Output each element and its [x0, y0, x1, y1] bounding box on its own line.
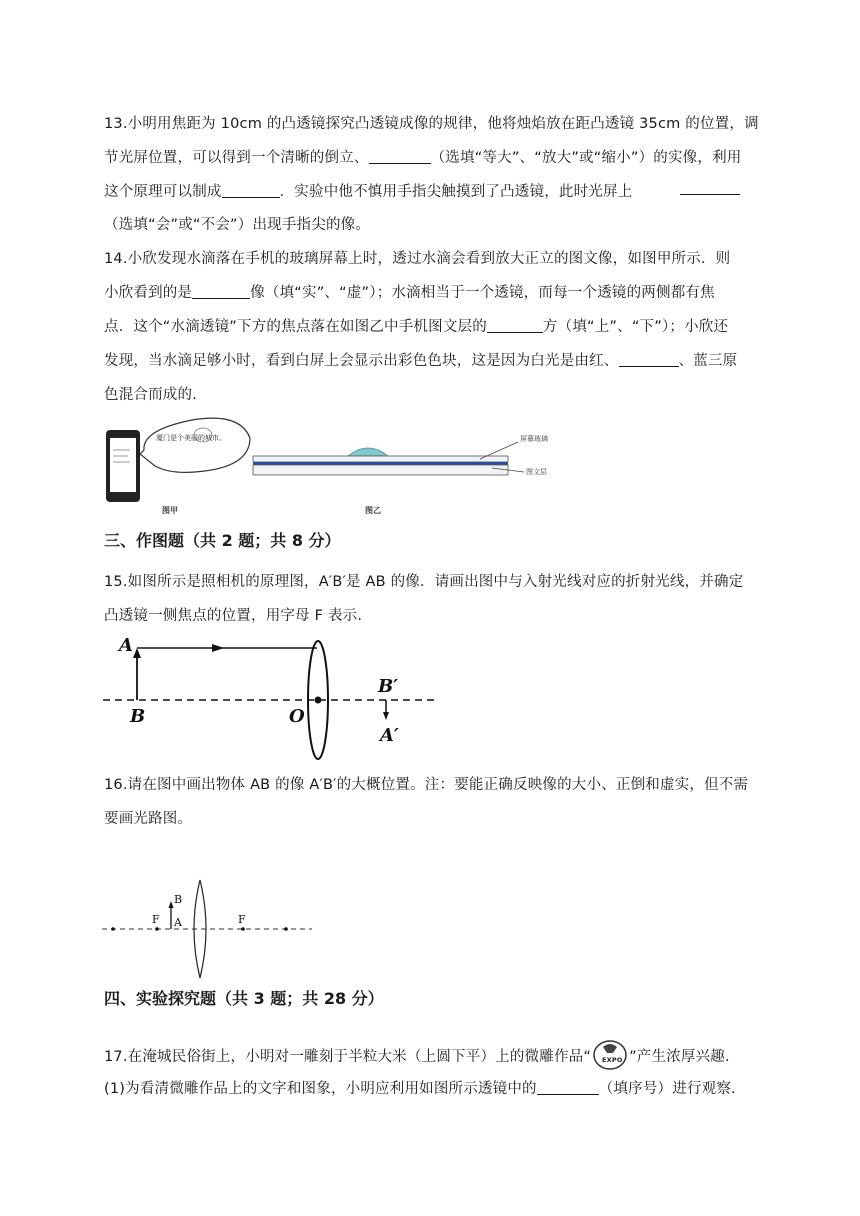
label-F-right: F — [238, 913, 246, 926]
answer-blank-q17-1[interactable] — [537, 1080, 599, 1095]
q17-line-1b: ”产生浓厚兴趣. — [629, 1049, 730, 1065]
q13-line-2b: （选填“等大”、“放大”或“缩小”）的实像，利用 — [430, 150, 742, 166]
q14-line-4a: 发现，当水滴足够小时，看到白屏上会显示出彩色色块，这是因为白光是由红、 — [104, 353, 619, 369]
q16-line-1: 16.请在图中画出物体 AB 的像 A′B′的大概位置。注：要能正确反映像的大小、正倒和虚实，但不需 — [104, 777, 749, 793]
q14-line-1: 14.小欣发现水滴落在手机的玻璃屏幕上时，透过水滴会看到放大正立的图文像，如图甲所示．则 — [104, 251, 731, 267]
fig-label-yi: 图乙 — [365, 506, 381, 515]
water-drop — [348, 448, 388, 456]
answer-blank-q13-2[interactable] — [222, 183, 280, 198]
answer-blank-q13-3[interactable] — [680, 180, 740, 195]
section-3-heading: 三、作图题（共 2 题；共 8 分） — [104, 531, 341, 550]
q14-line-2a: 小欣看到的是 — [104, 285, 193, 301]
q16-line-2: 要画光路图。 — [104, 811, 193, 827]
q15-camera-diagram — [100, 630, 445, 765]
label-B-q16: B — [174, 893, 183, 906]
answer-blank-q14-2[interactable] — [487, 318, 543, 333]
q17-line-1a: 17.在淹城民俗街上，小明对一雕刻于半粒大米（上圆下平）上的微雕作品“ — [104, 1049, 592, 1065]
q13-line-2a: 节光屏位置，可以得到一个清晰的倒立、 — [104, 150, 369, 166]
expo-logo — [591, 1037, 629, 1071]
q14-line-3a: 点．这个“水滴透镜”下方的焦点落在如图乙中手机图文层的 — [104, 319, 487, 335]
label-B: B — [130, 706, 146, 727]
label-A-prime: A′ — [380, 725, 399, 746]
label-B-prime: B′ — [378, 676, 398, 697]
label-screen-glass: 屏幕玻璃 — [520, 435, 548, 443]
q17-line-1 — [104, 1037, 730, 1071]
q16-lens-diagram — [100, 870, 315, 978]
q14-line-2 — [104, 281, 715, 302]
image-layer — [253, 462, 508, 465]
q14-figure — [100, 410, 570, 520]
phone-magnified-text: 厦门是个美丽的城市。 — [156, 434, 226, 442]
fig-label-jia: 图甲 — [162, 506, 178, 515]
answer-blank-q14-1[interactable] — [192, 284, 250, 299]
q13-line-4: （选填“会”或“不会”）出现手指尖的像。 — [104, 217, 371, 233]
q14-line-3 — [104, 315, 728, 336]
q17-line-2 — [104, 1077, 736, 1098]
label-A: A — [119, 635, 133, 656]
q13-line-3 — [104, 180, 632, 201]
q15-line-1: 15.如图所示是照相机的原理图，A′B′是 AB 的像．请画出图中与入射光线对应的折射光线，并确定 — [104, 574, 744, 590]
label-F-left: F — [152, 913, 160, 926]
label-A-q16: A — [174, 916, 182, 929]
magnify-bubble — [140, 418, 250, 472]
q15-line-2: 凸透镜一侧焦点的位置，用字母 F 表示. — [104, 608, 363, 624]
q13-line-3a: 这个原理可以制成 — [104, 184, 222, 200]
phone-screen — [110, 438, 136, 492]
q13-line-2 — [104, 146, 741, 167]
q14-line-4 — [104, 349, 737, 370]
optical-center-dot — [315, 697, 322, 704]
phone-base — [253, 465, 508, 475]
q13-line-1: 13.小明用焦距为 10cm 的凸透镜探究凸透镜成像的规律，他将烛焰放在距凸透镜 35cm 的位置，调 — [104, 116, 759, 132]
svg-text:EXPO: EXPO — [602, 1056, 623, 1064]
screen-glass — [253, 456, 508, 462]
answer-blank-q14-3[interactable] — [619, 352, 679, 367]
label-O: O — [289, 706, 305, 727]
q17-line-2a: (1)为看清微雕作品上的文字和图象，小明应利用如图所示透镜中的 — [104, 1081, 537, 1097]
q14-line-5: 色混合而成的. — [104, 387, 198, 403]
q14-line-4b: 、蓝三原 — [678, 353, 738, 369]
q17-line-2b: （填序号）进行观察. — [598, 1081, 736, 1097]
label-image-layer: 图文层 — [526, 468, 547, 476]
q14-line-3b: 方（填“上”、“下”）；小欣还 — [542, 319, 729, 335]
q13-line-3b: ．实验中他不慎用手指尖触摸到了凸透镜，此时光屏上 — [279, 184, 633, 200]
answer-blank-q13-1[interactable] — [369, 149, 431, 164]
section-4-heading: 四、实验探究题（共 3 题；共 28 分） — [104, 989, 384, 1008]
q14-line-2b: 像（填“实”、“虚”）；水滴相当于一个透镜，而每一个透镜的两侧都有焦 — [250, 285, 715, 301]
